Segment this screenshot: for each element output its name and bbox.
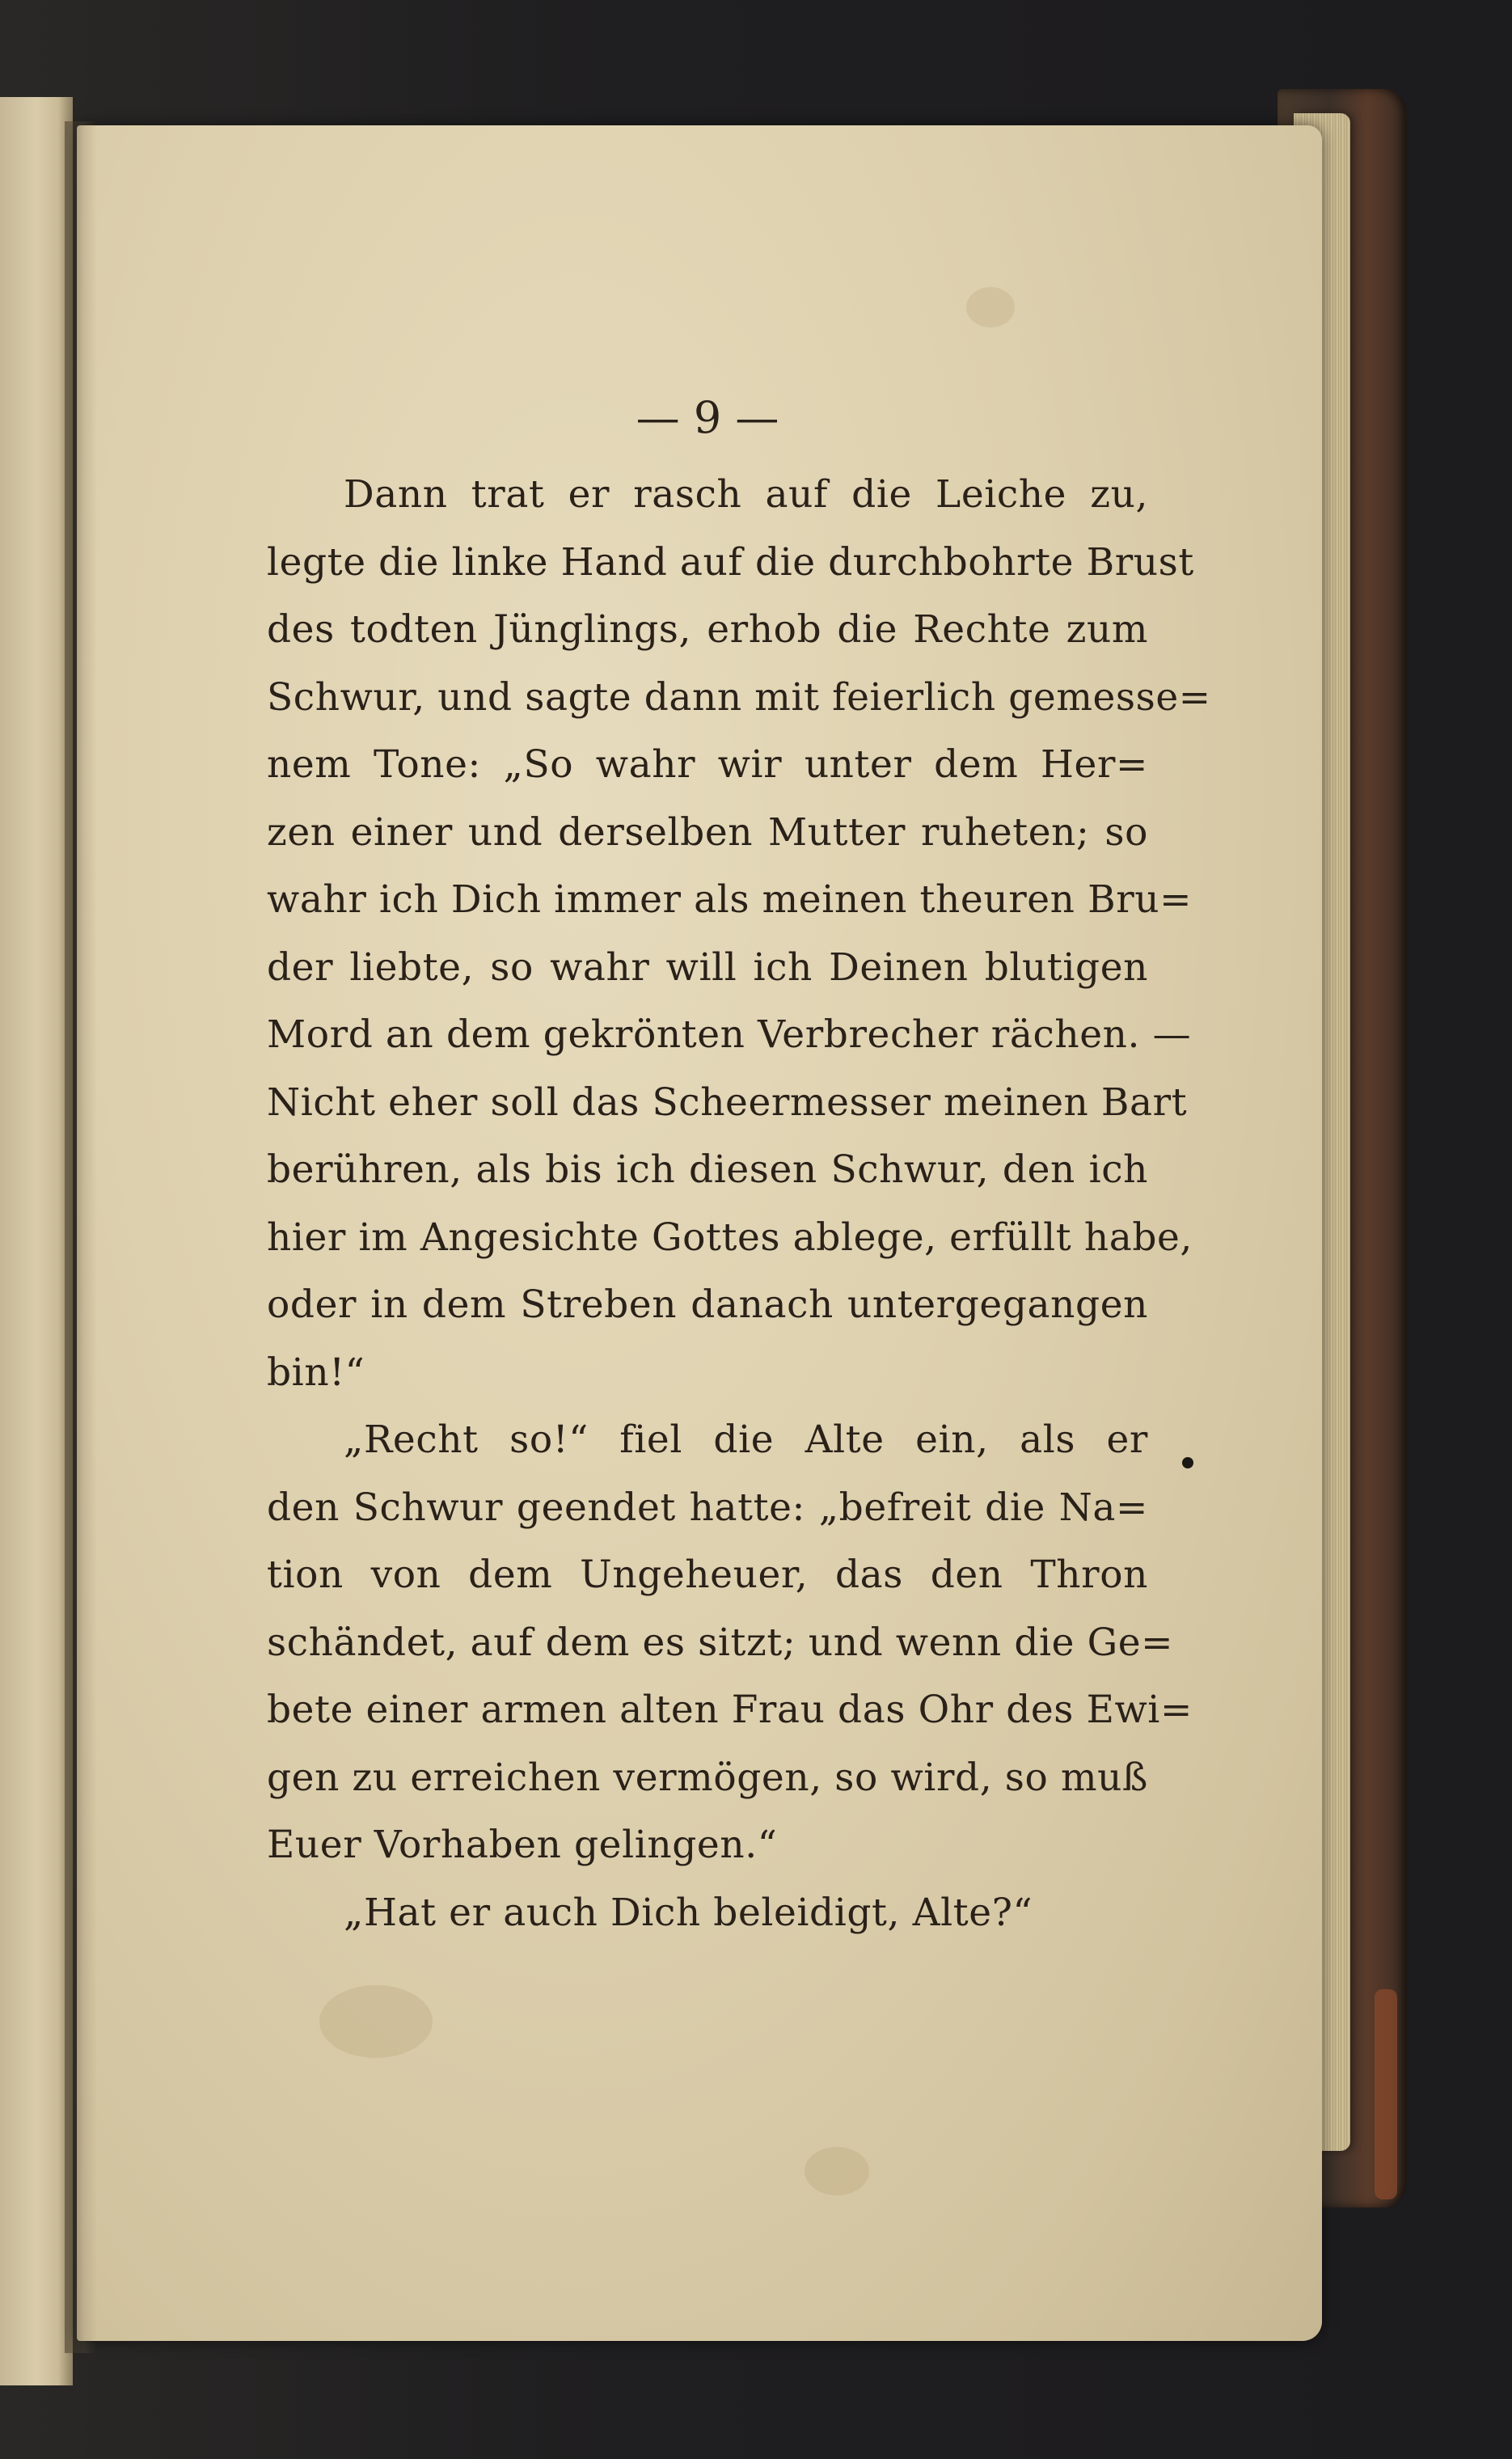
text-line: der liebte, so wahr will ich Deinen blutigen xyxy=(267,944,1148,990)
text-line: „Recht so!“ fiel die Alte ein, als er xyxy=(344,1418,1148,1462)
text-line: legte die linke Hand auf die durchbohrte Brust xyxy=(267,539,1194,585)
text-line: gen zu erreichen vermögen, so wird, so muß xyxy=(267,1755,1148,1800)
text-line: nem Tone: „So wahr wir unter dem Her= xyxy=(267,742,1148,787)
foxing-spot xyxy=(805,2147,869,2195)
text-line: berühren, als bis ich diesen Schwur, den ich xyxy=(267,1147,1148,1192)
text-line: bete einer armen alten Frau das Ohr des Ewi= xyxy=(267,1688,1193,1732)
page-number: — 9 — xyxy=(636,392,779,443)
text-line: hier im Angesichte Gottes ablege, erfüllt habe, xyxy=(267,1215,1193,1260)
text-line: des todten Jünglings, erhob die Rechte zum xyxy=(267,607,1148,652)
text-line: Schwur, und sagte dann mit feierlich gemesse= xyxy=(267,674,1211,720)
foxing-spot xyxy=(966,287,1015,327)
gutter-shadow xyxy=(65,121,97,2353)
text-line: „Hat er auch Dich beleidigt, Alte?“ xyxy=(344,1890,1033,1935)
foxing-spot xyxy=(319,1985,433,2058)
text-line: den Schwur geendet hatte: „befreit die Na= xyxy=(267,1485,1148,1530)
left-facing-page xyxy=(0,97,73,2385)
text-line: Euer Vorhaben gelingen.“ xyxy=(267,1823,778,1867)
text-line: tion von dem Ungeheuer, das den Thron xyxy=(267,1553,1148,1597)
text-line: Mord an dem gekrönten Verbrecher rächen. — xyxy=(267,1012,1192,1057)
text-line: bin!“ xyxy=(267,1350,365,1395)
text-line: zen einer und derselben Mutter ruheten; so xyxy=(267,809,1148,855)
text-line: wahr ich Dich immer als meinen theuren Bru= xyxy=(267,877,1193,922)
text-line: Nicht eher soll das Scheermesser meinen Bart xyxy=(267,1080,1188,1125)
ink-dot xyxy=(1182,1457,1193,1468)
text-line: Dann trat er rasch auf die Leiche zu, xyxy=(344,472,1148,517)
text-line: schändet, auf dem es sitzt; und wenn die Ge= xyxy=(267,1620,1174,1665)
body-text xyxy=(267,461,1211,1946)
text-line: oder in dem Streben danach untergegangen xyxy=(267,1282,1148,1327)
